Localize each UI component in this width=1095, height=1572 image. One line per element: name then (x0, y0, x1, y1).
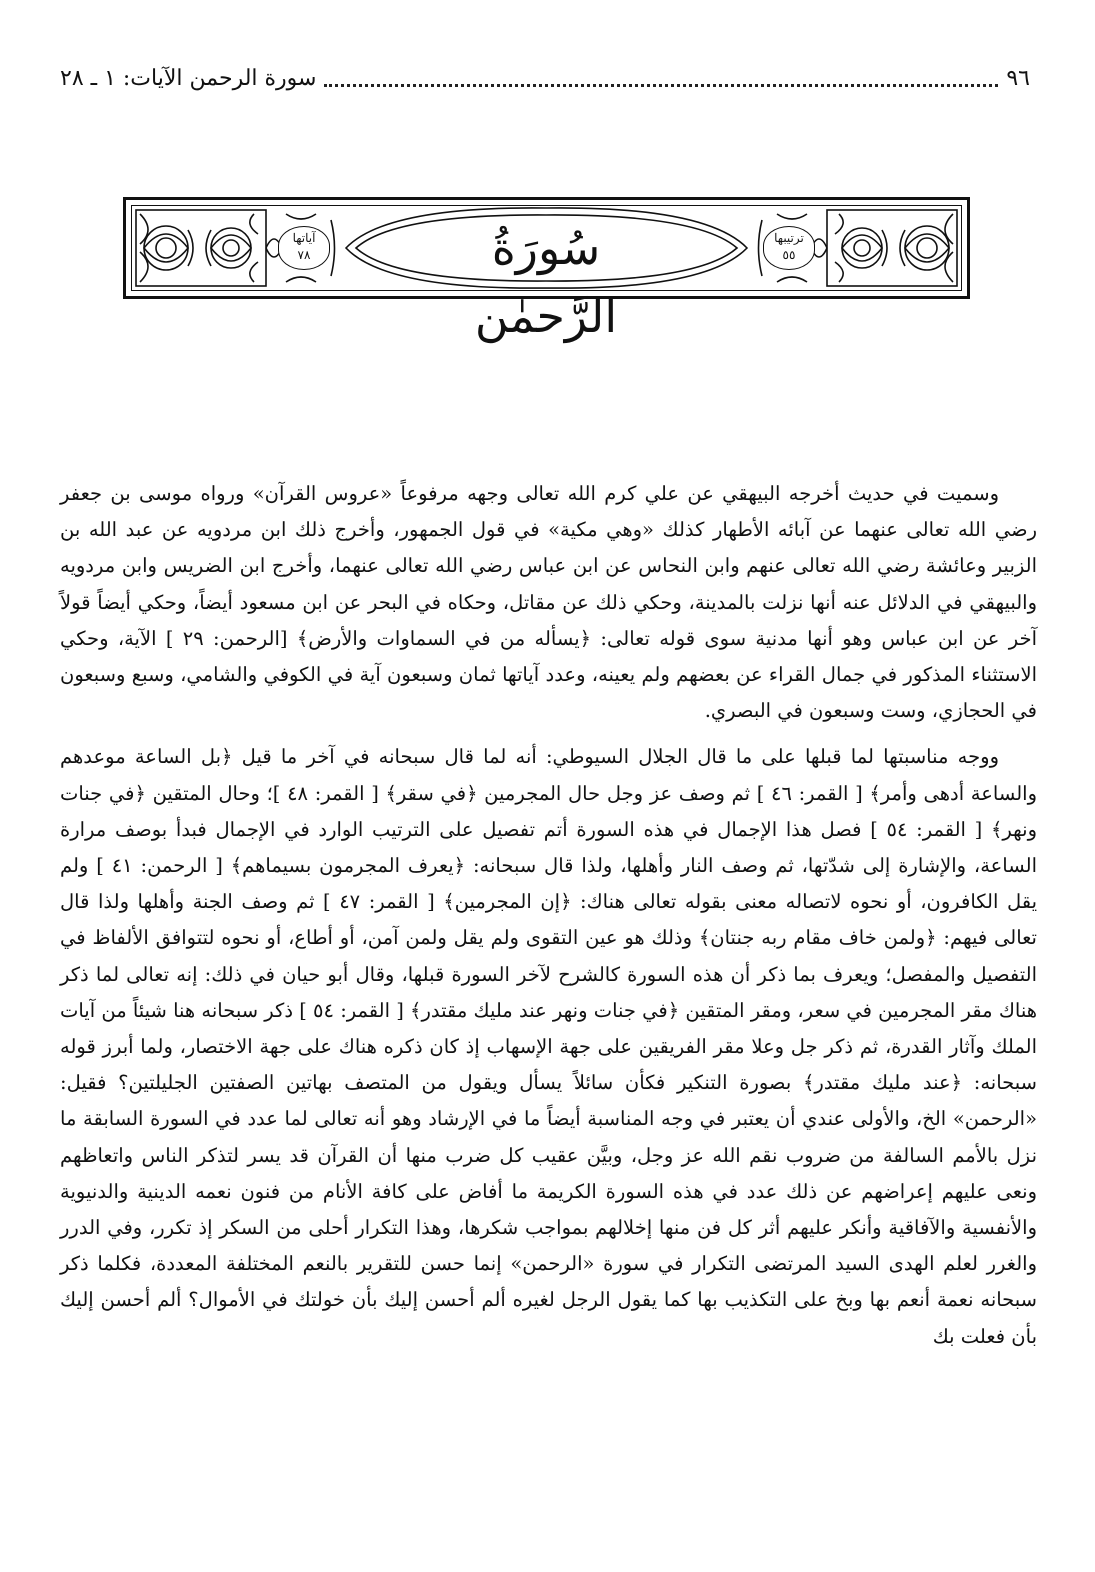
surah-order-value: ٥٥ (782, 248, 796, 262)
surah-order-cartouche (763, 226, 815, 270)
surah-title: سُورَةُ الرَّحمٰن (474, 221, 618, 343)
paragraph: ووجه مناسبتها لما قبلها على ما قال الجلال السيوطي: أنه لما قال سبحانه في آخر ما قيل ﴿بل الساعة موعدهم والساعة أدهى وأمر﴾ [ القمر: ٤٦ ] ثم وصف عز وجل حال المجرمين ﴿في سقر﴾ [ القمر: ٤٨ ]؛ وحال المتقين ﴿في جنات ونهر﴾ [ القمر: ٥٤ ] فصل هذا الإجمال في هذه السورة أتم تفصيل على الترتيب الوارد في الإجمال فبدأ بوصف مرارة الساعة، والإشارة إلى شدّتها، ثم وصف النار وأهلها، ولذا قال سبحانه: ﴿يعرف المجرمون بسيماهم﴾ [ الرحمن: ٤١ ] ولم يقل الكافرون، أو نحوه لاتصاله معنى بقوله تعالى هناك: ﴿إن المجرمين﴾ [ القمر: ٤٧ ] ثم وصف الجنة وأهلها ولذا قال تعالى فيهم: ﴿ولمن خاف مقام ربه جنتان﴾ وذلك هو عين التقوى ولم يقل ولمن آمن، أو أطاع، أو نحوه لتتوافق الألفاظ في التفصيل والمفصل؛ ويعرف بما ذكر أن هذه السورة كالشرح لآخر السورة قبلها، وقال أبو حيان في ذلك: إنه تعالى لما ذكر هناك مقر المجرمين في سعر، ومقر المتقين ﴿في جنات ونهر عند مليك مقتدر﴾ [ القمر: ٥٤ ] ذكر سبحانه هنا شيئاً من آيات الملك وآثار القدرة، ثم ذكر جل وعلا مقر الفريقين على جهة الإسهاب إذ كان ذكره هناك على جهة الاختصار، ولما أبرز قوله سبحانه: ﴿عند مليك مقتدر﴾ بصورة التنكير فكأن سائلاً يسأل ويقول من المتصف بهاتين الصفتين الجليلتين؟ فقيل: «الرحمن» الخ، والأولى عندي أن يعتبر في وجه المناسبة أيضاً ما في الإرشاد وهو أنه تعالى لما عدد في السورة السابقة ما نزل بالأمم السالفة من ضروب نقم الله عز وجل، وبيَّن عقيب كل ضرب منها أن القرآن قد يسر لتذكر الناس واتعاظهم ونعى عليهم إعراضهم عن ذلك عدد في هذه السورة الكريمة ما أفاض على كافة الأنام من فنون نعمه الدينية والدنيوية والأنفسية والآفاقية وأنكر عليهم أثر كل فن منها إخلالهم بمواجب شكرها، وهذا التكرار أحلى من السكر إذ تكرر، وفي الدرر والغرر لعلم الهدى السيد المرتضى التكرار في سورة «الرحمن» إنما حسن للتقرير بالنعم المختلفة المعددة، فكلما ذكر سبحانه نعمة أنعم بها وبخ على التكذيب بها كما يقول الرجل لغيره ألم أحسن إليك بأن خولتك في الأموال؟ ألم أحسن إليك بأن فعلت بك (60, 745, 1038, 1348)
page-header (60, 60, 1030, 96)
verse-count-cartouche (278, 226, 330, 270)
header-leader-dots (324, 82, 998, 87)
page-number: ٩٦ (1006, 65, 1030, 91)
surah-title-banner (123, 197, 970, 343)
surah-order-label: ترتيبها (774, 231, 804, 245)
paragraph: وسميت في حديث أخرجه البيهقي عن علي كرم الله تعالى وجهه مرفوعاً «عروس القرآن» ورواه موسى بن جعفر رضي الله تعالى عنهما عن آبائه الأطهار كذلك «وهي مكية» في قول الجمهور، وأخرج ذلك ابن مردويه عن عبد الله بن الزبير وعائشة رضي الله تعالى عنهم وابن النحاس عن ابن عباس رضي الله تعالى عنهما، وأخرج ابن الضريس وابن مردويه والبيهقي في الدلائل عنه أنها نزلت بالمدينة، وحكي ذلك عن مقاتل، وحكاه في البحر عن ابن مسعود أيضاً، وحكي أيضاً قولاً آخر عن ابن عباس وهو أنها مدنية سوى قوله تعالى: ﴿يسأله من في السماوات والأرض﴾ [الرحمن: ٢٩ ] الآية، وحكي الاستثناء المذكور في جمال القراء عن بعضهم ولم يعينه، وعدد آياتها ثمان وسبعون آية في الكوفي والشامي، وسبع وسبعون في الحجازي، وست وسبعون في البصري. (60, 482, 1037, 723)
verse-count-label: آياتها (292, 231, 316, 245)
running-title: سورة الرحمن الآيات: ١ ـ ٢٨ (60, 65, 317, 91)
main-text (60, 476, 1037, 1355)
verse-count-value: ٧٨ (297, 248, 311, 262)
